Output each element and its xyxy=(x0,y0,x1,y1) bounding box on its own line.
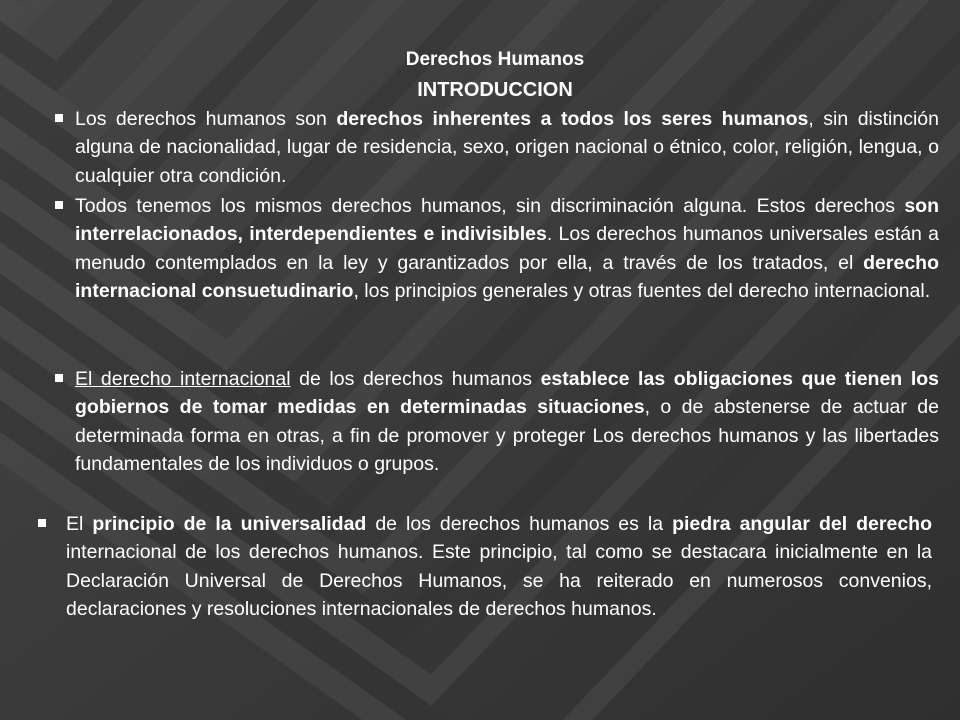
bullet-item xyxy=(75,105,939,190)
bold-text-run: son interrelacionados, interdependientes e indivisibles xyxy=(75,195,939,246)
text-run: , o de abstenerse de actuar de determinada forma en otras, a fin de promover y proteger Los derechos humanos y las libertades fundamentales de los individuos o grupos. xyxy=(75,396,939,475)
bullet-item xyxy=(75,365,939,478)
underlined-text-run: El derecho internacional xyxy=(75,368,291,390)
bold-text-run: establece las obligaciones que tienen los gobiernos de tomar medidas en determinadas situaciones xyxy=(75,368,939,419)
text-run: Los derechos humanos son xyxy=(75,108,337,130)
text-run: , sin distinción alguna de nacionalidad, lugar de residencia, sexo, origen nacional o étnico, color, religión, lengua, o cualquier otra condición. xyxy=(75,108,939,187)
slide-title: Derechos Humanos xyxy=(405,49,585,70)
square-bullet-icon xyxy=(55,114,63,122)
square-bullet-icon xyxy=(38,519,46,527)
square-bullet-icon xyxy=(55,374,63,382)
bold-text-run: derecho internacional consuetudinario xyxy=(75,251,939,302)
text-run: Todos tenemos los mismos derechos humanos, sin discriminación alguna. Estos derechos xyxy=(75,195,905,217)
bullet-text xyxy=(66,510,932,623)
text-run: El xyxy=(66,513,93,535)
bullet-text xyxy=(75,192,939,305)
bullet-item xyxy=(66,510,932,623)
text-run: , los principios generales y otras fuentes del derecho internacional. xyxy=(353,279,931,302)
bold-text-run: piedra angular del derecho xyxy=(672,513,932,535)
text-run: de los derechos humanos es la xyxy=(366,513,673,535)
bullet-item xyxy=(75,192,939,305)
text-run: internacional de los derechos humanos. Este principio, tal como se destacara inicialmente en la Declaración Universal de Derechos Humanos, se ha reiterado en numerosos convenios, declaraciones y resoluciones internacionales de derechos humanos. xyxy=(66,541,932,620)
square-bullet-icon xyxy=(55,201,63,209)
bullet-text xyxy=(75,365,939,478)
text-run: . Los derechos humanos universales están a menudo contemplados en la ley y garantizados por ella, a través de los tratados, el xyxy=(75,223,940,274)
text-run: de los derechos humanos xyxy=(290,368,541,390)
bold-text-run: principio de la universalidad xyxy=(92,513,367,535)
slide-subtitle: INTRODUCCION xyxy=(417,79,573,101)
bold-text-run: derechos inherentes a todos los seres humanos xyxy=(336,108,809,130)
bullet-text xyxy=(75,105,939,190)
